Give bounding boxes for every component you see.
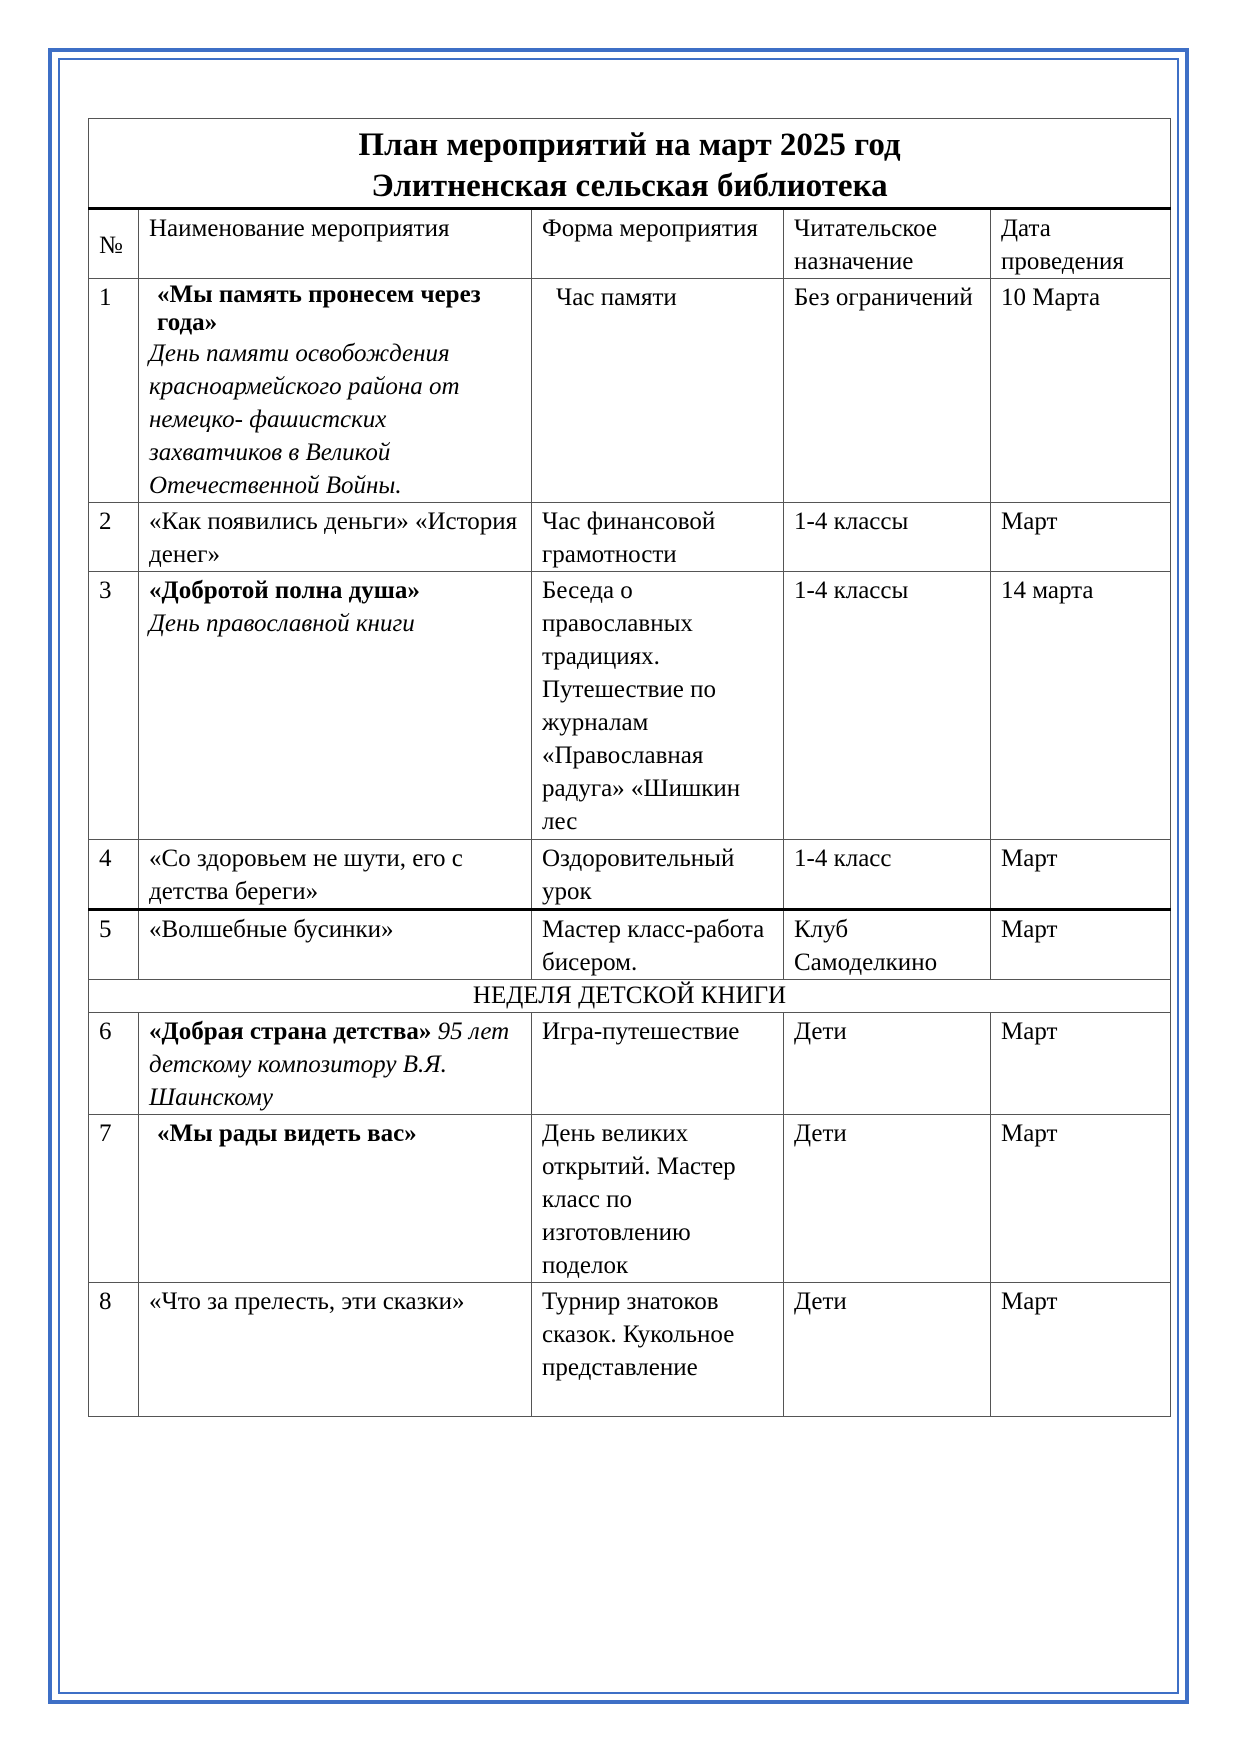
- table-row: [89, 572, 1171, 840]
- row-num: 7: [89, 1115, 139, 1283]
- event-form: Беседа о православных традициях. Путешествие по журналам «Православная радуга» «Шишкин лес: [532, 572, 784, 840]
- header-date: Дата проведения: [991, 209, 1171, 279]
- table-row: [89, 503, 1171, 572]
- event-date: Март: [991, 503, 1171, 572]
- header-num: №: [89, 209, 139, 279]
- event-title: «Волшебные бусинки»: [139, 910, 532, 980]
- event-date: 10 Марта: [991, 279, 1171, 503]
- event-subtitle: День памяти освобождения красноармейского района от немецко- фашистских захватчиков в Великой Отечественной Войны.: [149, 340, 460, 499]
- table-row: [89, 840, 1171, 910]
- table-row: [89, 279, 1171, 503]
- event-audience: 1-4 класс: [784, 840, 991, 910]
- event-name-cell: [139, 1115, 532, 1283]
- event-date: 14 марта: [991, 572, 1171, 840]
- header-name: Наименование мероприятия: [139, 209, 532, 279]
- event-title: «Добротой полна душа»: [149, 577, 420, 604]
- table-row: [89, 910, 1171, 980]
- event-form: Час финансовой грамотности: [532, 503, 784, 572]
- event-form: Турнир знатоков сказок. Кукольное представление: [532, 1283, 784, 1417]
- event-audience: Клуб Самоделкино: [784, 910, 991, 980]
- event-subtitle: День православной книги: [149, 610, 415, 637]
- event-audience: Без ограничений: [784, 279, 991, 503]
- table-row: [89, 1115, 1171, 1283]
- event-title: «Со здоровьем не шути, его с детства береги»: [139, 840, 532, 910]
- row-num: 1: [89, 279, 139, 503]
- event-date: Март: [991, 840, 1171, 910]
- document-title: [89, 119, 1171, 209]
- event-date: Март: [991, 1283, 1171, 1417]
- event-audience: 1-4 классы: [784, 572, 991, 840]
- event-subtitle: 95 лет детскому композитору В.Я. Шаинскому: [149, 1018, 510, 1111]
- event-date: Март: [991, 1115, 1171, 1283]
- event-name-cell: [139, 572, 532, 840]
- event-title: «Добрая страна детства»: [149, 1018, 432, 1045]
- event-title: «Что за прелесть, эти сказки»: [139, 1283, 532, 1417]
- document: [88, 118, 1170, 1417]
- event-form: День великих открытий. Мастер класс по изготовлению поделок: [532, 1115, 784, 1283]
- table-row: [89, 1013, 1171, 1115]
- row-num: 8: [89, 1283, 139, 1417]
- event-form: Час памяти: [532, 279, 784, 503]
- row-num: 6: [89, 1013, 139, 1115]
- event-form: Игра-путешествие: [532, 1013, 784, 1115]
- event-audience: Дети: [784, 1013, 991, 1115]
- event-date: Март: [991, 1013, 1171, 1115]
- event-name-cell: [139, 1013, 532, 1115]
- event-audience: Дети: [784, 1283, 991, 1417]
- table-row: [89, 1283, 1171, 1417]
- header-audience: Читательское назначение: [784, 209, 991, 279]
- title-row: [89, 119, 1171, 209]
- header-row: [89, 209, 1171, 279]
- section-row: [89, 980, 1171, 1013]
- row-num: 2: [89, 503, 139, 572]
- event-title: «Мы рады видеть вас»: [157, 1120, 417, 1147]
- event-audience: 1-4 классы: [784, 503, 991, 572]
- event-form: Оздоровительный урок: [532, 840, 784, 910]
- event-audience: Дети: [784, 1115, 991, 1283]
- events-table: [88, 118, 1171, 1417]
- event-date: Март: [991, 910, 1171, 980]
- title-line-2: Элитненская сельская библиотека: [371, 168, 888, 204]
- event-title: «Мы память пронесем через года»: [157, 281, 481, 336]
- title-line-1: План мероприятий на март 2025 год: [358, 127, 901, 163]
- row-num: 4: [89, 840, 139, 910]
- event-form: Мастер класс-работа бисером.: [532, 910, 784, 980]
- section-title: НЕДЕЛЯ ДЕТСКОЙ КНИГИ: [89, 980, 1171, 1013]
- row-num: 3: [89, 572, 139, 840]
- event-title: «Как появились деньги» «История денег»: [139, 503, 532, 572]
- event-name-cell: [139, 279, 532, 503]
- header-form: Форма мероприятия: [532, 209, 784, 279]
- row-num: 5: [89, 910, 139, 980]
